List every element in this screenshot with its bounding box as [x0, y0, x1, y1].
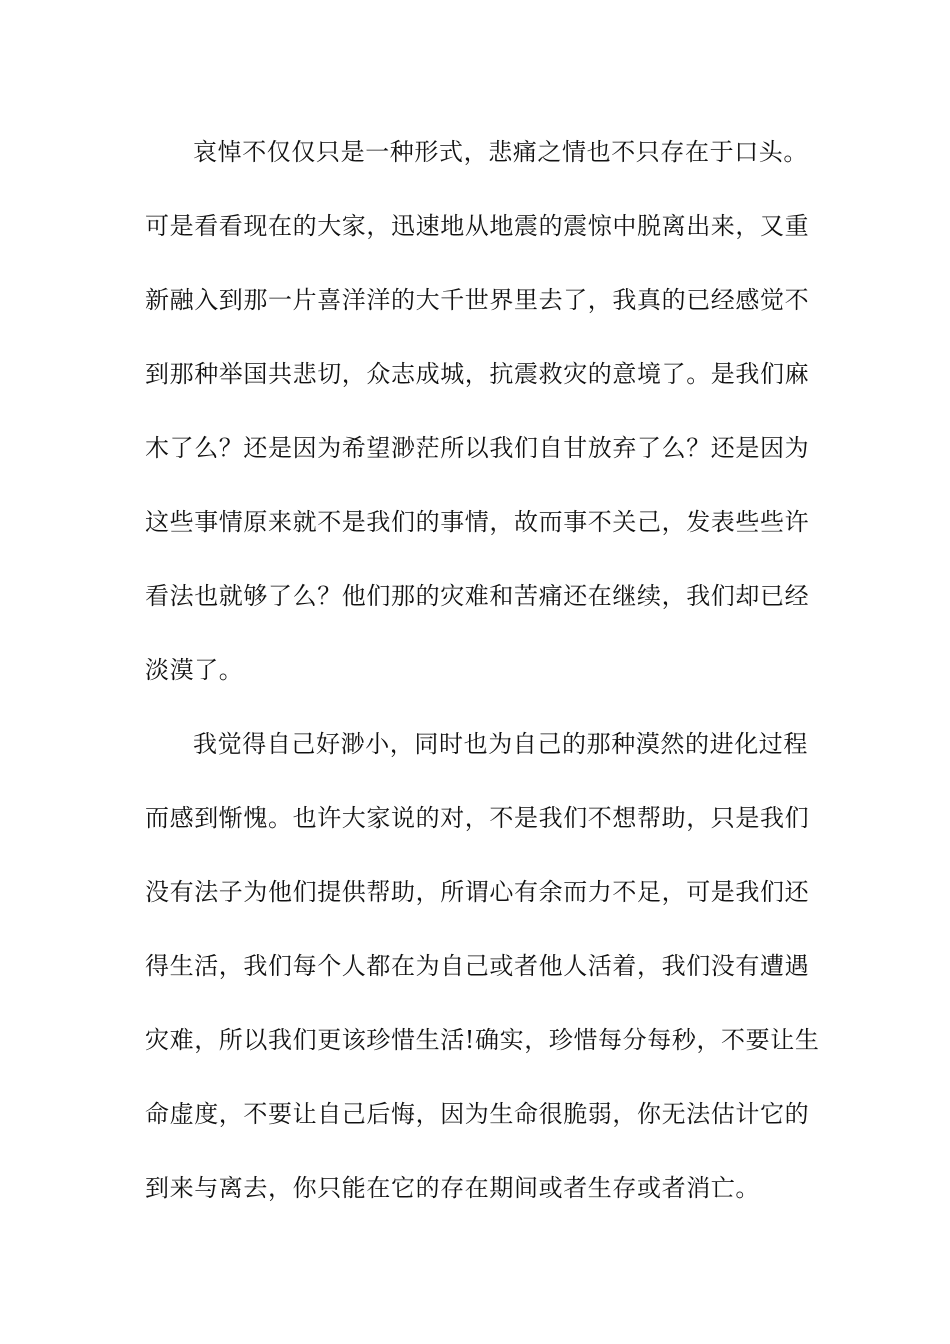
text-line: 哀悼不仅仅只是一种形式，悲痛之情也不只存在于口头。 — [193, 138, 808, 166]
text-line: 可是看看现在的大家，迅速地从地震的震惊中脱离出来，又重 — [145, 212, 810, 240]
text-line: 新融入到那一片喜洋洋的大千世界里去了，我真的已经感觉不 — [145, 286, 810, 314]
text-line: 我觉得自己好渺小，同时也为自己的那种漠然的进化过程 — [193, 730, 808, 758]
text-line: 得生活，我们每个人都在为自己或者他人活着，我们没有遭遇 — [145, 952, 810, 980]
text-line: 淡漠了。 — [145, 656, 244, 684]
document-body — [145, 130, 820, 1240]
text-line: 没有法子为他们提供帮助，所谓心有余而力不足，可是我们还 — [145, 878, 810, 906]
text-line: 这些事情原来就不是我们的事情，故而事不关己，发表些些许 — [145, 508, 810, 536]
text-line: 到来与离去，你只能在它的存在期间或者生存或者消亡。 — [145, 1174, 760, 1202]
text-line: 而感到惭愧。也许大家说的对，不是我们不想帮助，只是我们 — [145, 804, 810, 832]
text-line: 命虚度，不要让自己后悔，因为生命很脆弱，你无法估计它的 — [145, 1100, 810, 1128]
text-line: 灾难，所以我们更该珍惜生活!确实，珍惜每分每秒，不要让生 — [145, 1026, 820, 1054]
paragraph-2 — [145, 722, 820, 1240]
paragraph-1 — [145, 130, 810, 722]
text-line: 到那种举国共悲切，众志成城，抗震救灾的意境了。是我们麻 — [145, 360, 810, 388]
text-line: 木了么？还是因为希望渺茫所以我们自甘放弃了么？还是因为 — [145, 434, 810, 462]
text-line: 看法也就够了么？他们那的灾难和苦痛还在继续，我们却已经 — [145, 582, 810, 610]
